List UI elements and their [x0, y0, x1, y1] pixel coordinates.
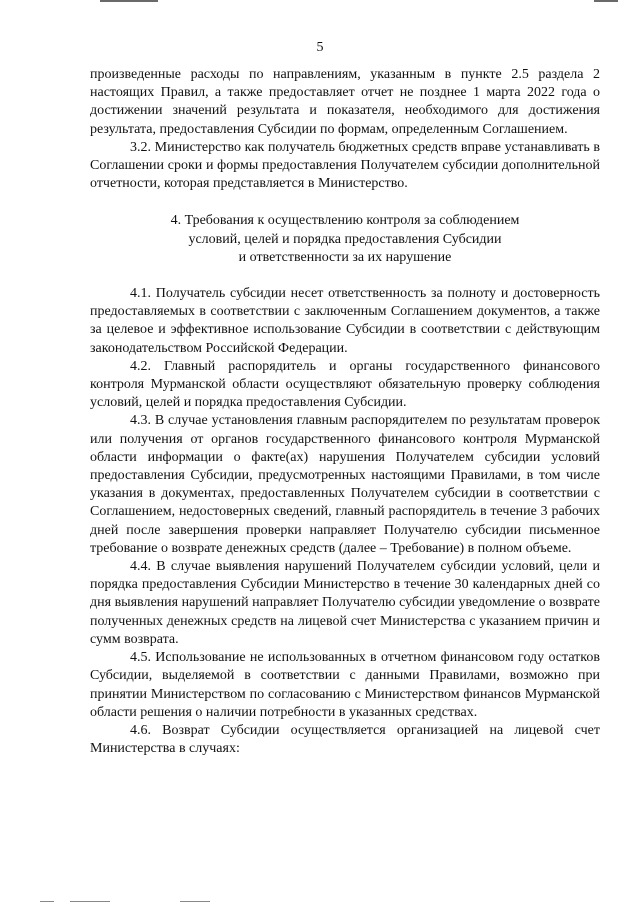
section-heading	[90, 212, 600, 267]
paragraph-4-2: 4.2. Главный распорядитель и органы государственного финансового контроля Мурманской области осуществляют обязательную проверку соблюдения условий, целей и порядка предоставления Субсидии.	[90, 358, 600, 411]
paragraph-4-3: 4.3. В случае установления главным распорядителем по результатам проверок или получения от органов государственного финансового контроля Мурманской области информации о факте(ах) нарушения Получателем субсидии условий предоставления Субсидии, предусмотренных настоящими Правилами, в том числе указания в документах, предоставленных Получателем субсидии в соответствии с Соглашением, недостоверных сведений, главный распорядитель в течение 3 рабочих дней после завершения проверки направляет Получателю субсидии письменное требование о возврате денежных средств (далее – Требование) в полном объеме.	[90, 413, 600, 556]
heading-line-1: 4. Требования к осуществлению контроля за соблюдением	[170, 213, 520, 229]
paragraph-4-6: 4.6. Возврат Субсидии осуществляется организацией на лицевой счет Министерства в случаях:	[90, 722, 600, 757]
paragraph-4-5: 4.5. Использование не использованных в отчетном финансовом году остатков Субсидии, выделяемой в соответствии с данными Правилами, возможно при принятии Министерством по согласованию с Министерством финансов Мурманской области решения о наличии потребности в указанных средствах.	[90, 650, 600, 720]
document-body	[90, 66, 600, 758]
scan-artifact-bottom-3	[180, 901, 210, 902]
heading-line-3: и ответственности за их нарушение	[238, 249, 452, 265]
scan-artifact-top-right	[594, 0, 618, 2]
scan-artifact-bottom-2	[70, 901, 110, 902]
heading-line-2: условий, целей и порядка предоставления Субсидии	[188, 231, 502, 247]
page-number: 5	[316, 40, 324, 55]
scan-artifact-top-left	[100, 0, 158, 2]
scan-artifact-bottom-1	[40, 901, 54, 902]
paragraph-continuation: произведенные расходы по направлениям, указанным в пункте 2.5 раздела 2 настоящих Правил, а также предоставляет отчет не позднее 1 марта 2022 года о достижении значений результата и показателя, необходимого для достижения результата, предоставления Субсидии по формам, определенным Соглашением.	[90, 67, 600, 137]
paragraph-4-1: 4.1. Получатель субсидии несет ответственность за полноту и достоверность предоставляемых в соответствии с заключенным Соглашением документов, а также за целевое и эффективное использование Субсидии в соответствии с действующим законодательством Российской Федерации.	[90, 286, 600, 356]
paragraph-3-2: 3.2. Министерство как получатель бюджетных средств вправе устанавливать в Соглашении сроки и формы предоставления Получателем субсидии дополнительной отчетности, которая представляется в Министерство.	[90, 139, 600, 192]
paragraph-4-4: 4.4. В случае выявления нарушений Получателем субсидии условий, цели и порядка предоставления Субсидии Министерство в течение 30 календарных дней со дня выявления нарушений направляет Получателю субсидии уведомление о возврате полученных денежных средств на лицевой счет Министерства с указанием причин и сумм возврата.	[90, 559, 600, 647]
